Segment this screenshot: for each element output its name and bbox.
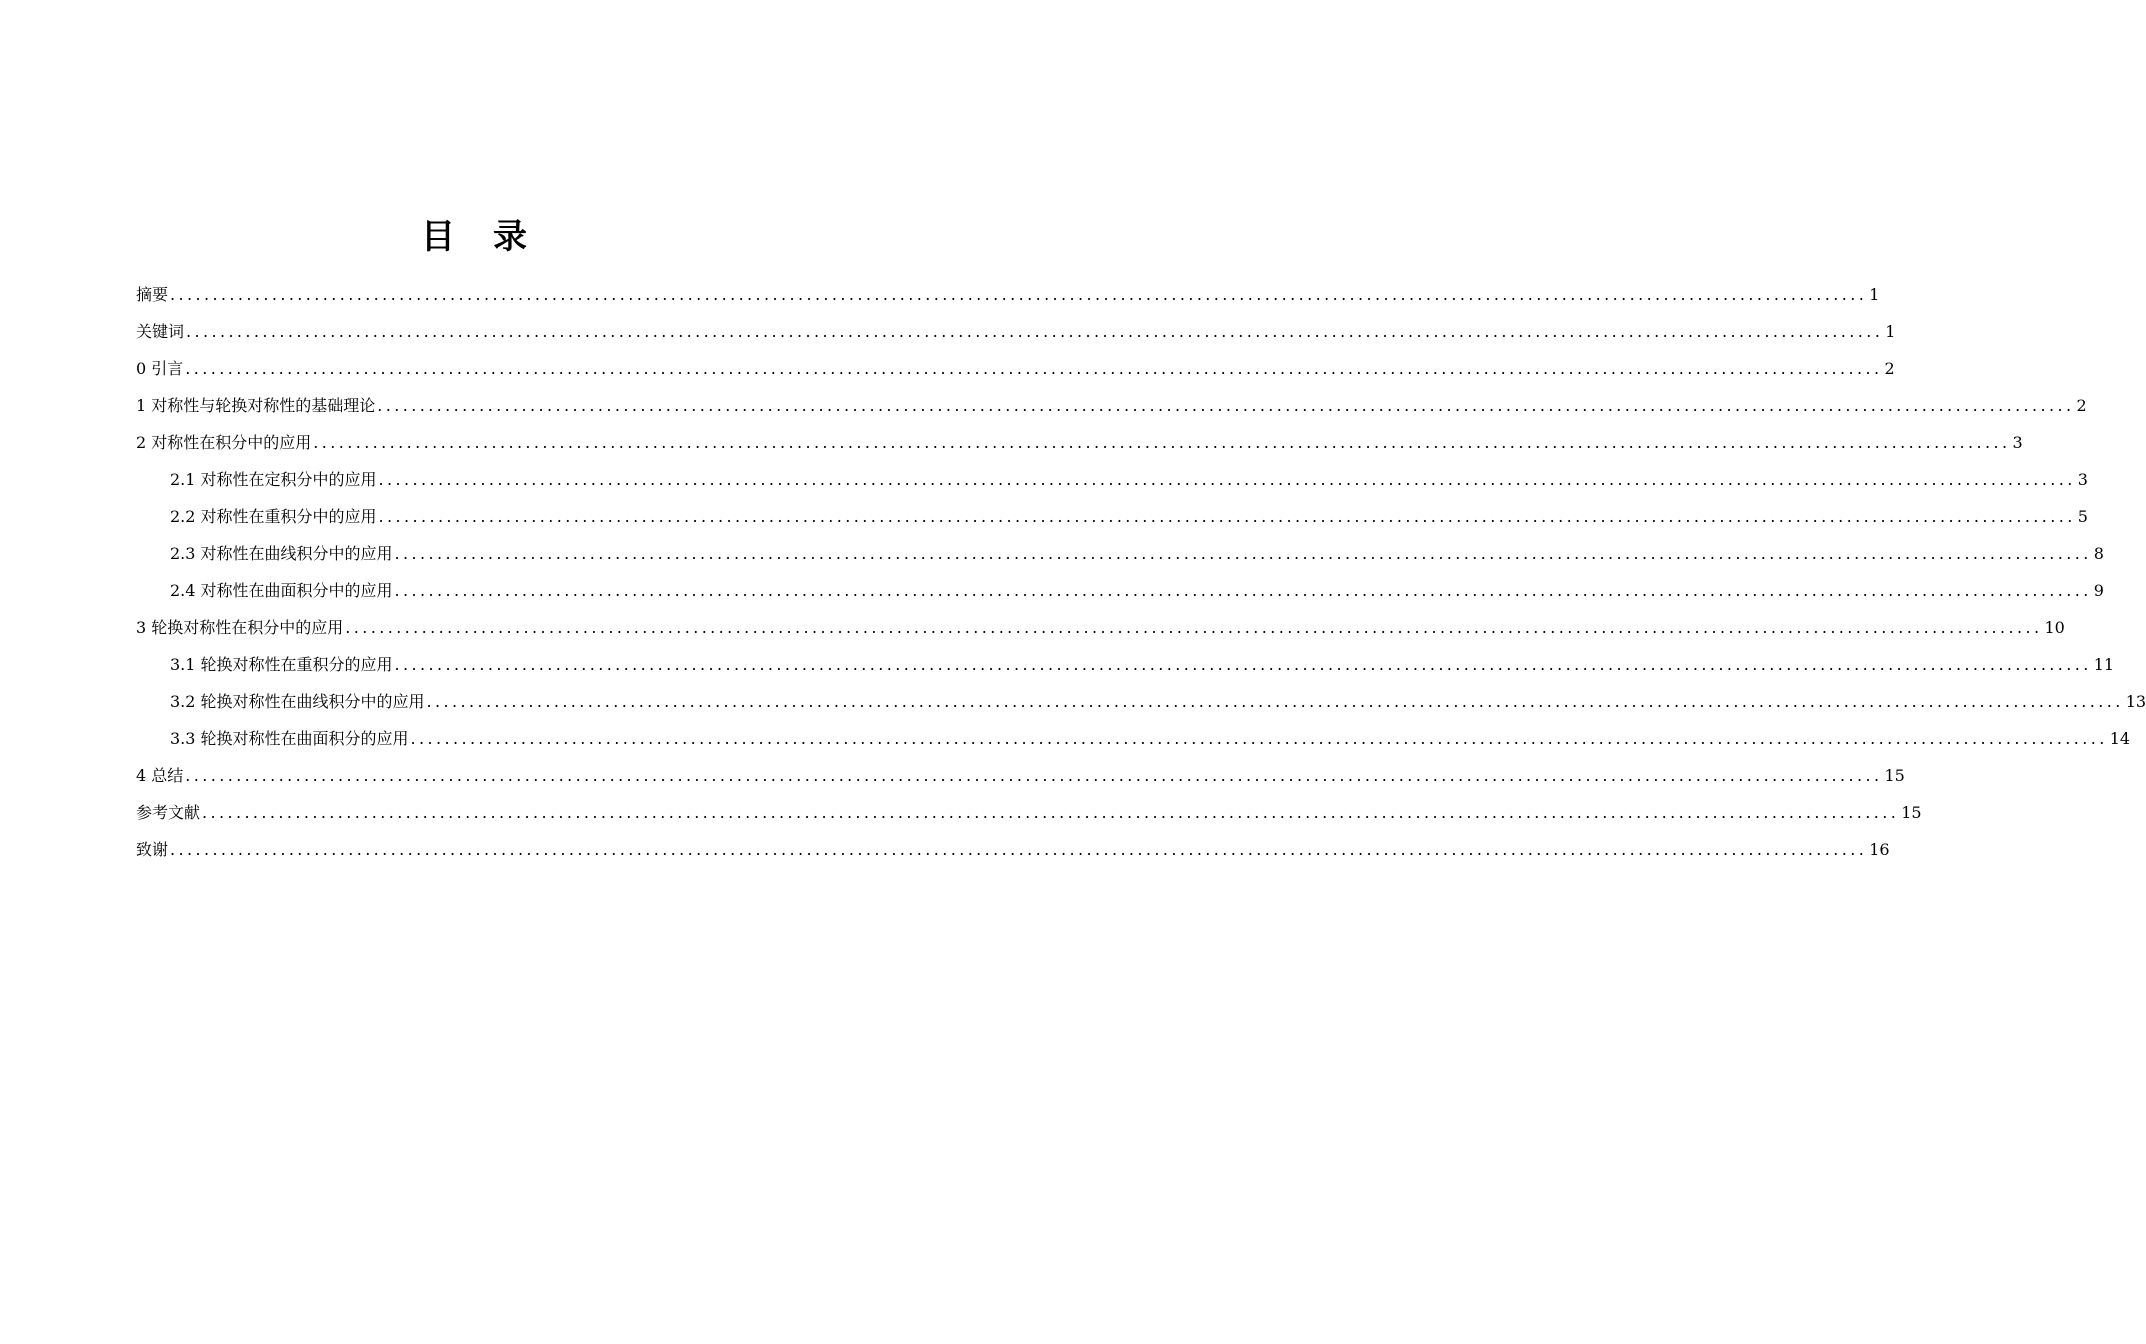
toc-entry[interactable] <box>136 394 2087 431</box>
toc-entry-label: 3.3 轮换对称性在曲面积分的应用 <box>170 729 409 748</box>
toc-entry[interactable] <box>136 579 2104 616</box>
toc-entry[interactable] <box>136 838 1890 875</box>
toc-entry[interactable] <box>136 431 2023 468</box>
toc-entry-label: 2.1 对称性在定积分中的应用 <box>170 470 377 489</box>
toc-entry-page: 1 <box>1885 322 1896 341</box>
toc-leader-dots: ........................................................................................................................................................................................................ <box>426 692 2124 711</box>
toc-leader-dots: ........................................................................................................................................................................................................ <box>394 581 2092 600</box>
toc-entry-label: 2 对称性在积分中的应用 <box>136 433 312 452</box>
toc-entry-page: 11 <box>2093 655 2115 674</box>
toc-leader-dots: ........................................................................................................................................................................................................ <box>170 840 1868 859</box>
toc-entry[interactable] <box>136 468 2088 505</box>
toc-entry-page: 15 <box>1884 766 1905 785</box>
toc-entry[interactable] <box>136 357 1895 394</box>
toc-leader-dots: ........................................................................................................................................................................................................ <box>394 544 2092 563</box>
toc-list <box>136 283 2146 875</box>
toc-entry[interactable] <box>136 283 1880 320</box>
toc-entry-page: 13 <box>2125 692 2146 711</box>
toc-entry[interactable] <box>136 616 2065 653</box>
toc-entry[interactable] <box>136 764 1905 801</box>
toc-entry-label: 3 轮换对称性在积分中的应用 <box>136 618 344 637</box>
toc-entry[interactable] <box>136 320 1896 357</box>
toc-entry-page: 5 <box>2077 507 2088 526</box>
toc-entry-label: 参考文献 <box>136 803 201 822</box>
toc-leader-dots: ........................................................................................................................................................................................................ <box>313 433 2011 452</box>
toc-entry-label: 3.1 轮换对称性在重积分的应用 <box>170 655 393 674</box>
toc-entry-page: 2 <box>1884 359 1895 378</box>
toc-leader-dots: ........................................................................................................................................................................................................ <box>394 655 2092 674</box>
toc-entry-label: 1 对称性与轮换对称性的基础理论 <box>136 396 376 415</box>
toc-entry-page: 3 <box>2012 433 2023 452</box>
toc-entry-label: 3.2 轮换对称性在曲线积分中的应用 <box>170 692 425 711</box>
toc-entry-label: 2.2 对称性在重积分中的应用 <box>170 507 377 526</box>
toc-entry-label: 0 引言 <box>136 359 184 378</box>
toc-entry-page: 10 <box>2044 618 2065 637</box>
toc-entry-page: 15 <box>1901 803 1922 822</box>
toc-title: 目 录 <box>421 217 529 257</box>
toc-leader-dots: ........................................................................................................................................................................................................ <box>345 618 2043 637</box>
toc-leader-dots: ........................................................................................................................................................................................................ <box>377 396 2075 415</box>
toc-entry[interactable] <box>136 505 2088 542</box>
toc-entry-page: 1 <box>1869 285 1880 304</box>
toc-entry-page: 8 <box>2093 544 2104 563</box>
toc-entry-label: 2.4 对称性在曲面积分中的应用 <box>170 581 393 600</box>
toc-leader-dots: ........................................................................................................................................................................................................ <box>185 359 1883 378</box>
toc-leader-dots: ........................................................................................................................................................................................................ <box>170 285 1868 304</box>
toc-entry-label: 致谢 <box>136 840 169 859</box>
toc-leader-dots: ........................................................................................................................................................................................................ <box>410 729 2108 748</box>
toc-entry-page: 14 <box>2109 729 2131 748</box>
toc-entry-page: 9 <box>2093 581 2104 600</box>
toc-leader-dots: ........................................................................................................................................................................................................ <box>378 470 2076 489</box>
toc-leader-dots: ........................................................................................................................................................................................................ <box>378 507 2076 526</box>
toc-leader-dots: ........................................................................................................................................................................................................ <box>185 766 1883 785</box>
toc-entry-page: 2 <box>2076 396 2087 415</box>
toc-entry-page: 16 <box>1869 840 1890 859</box>
toc-entry[interactable] <box>136 690 2146 727</box>
toc-entry-label: 关键词 <box>136 322 185 341</box>
toc-leader-dots: ........................................................................................................................................................................................................ <box>186 322 1884 341</box>
toc-entry[interactable] <box>136 801 1922 838</box>
toc-entry-label: 2.3 对称性在曲线积分中的应用 <box>170 544 393 563</box>
toc-entry-label: 4 总结 <box>136 766 184 785</box>
toc-entry-label: 摘要 <box>136 285 169 304</box>
toc-entry[interactable] <box>136 653 2115 690</box>
toc-entry[interactable] <box>136 727 2131 764</box>
toc-entry-page: 3 <box>2077 470 2088 489</box>
toc-entry[interactable] <box>136 542 2104 579</box>
toc-leader-dots: ........................................................................................................................................................................................................ <box>202 803 1900 822</box>
